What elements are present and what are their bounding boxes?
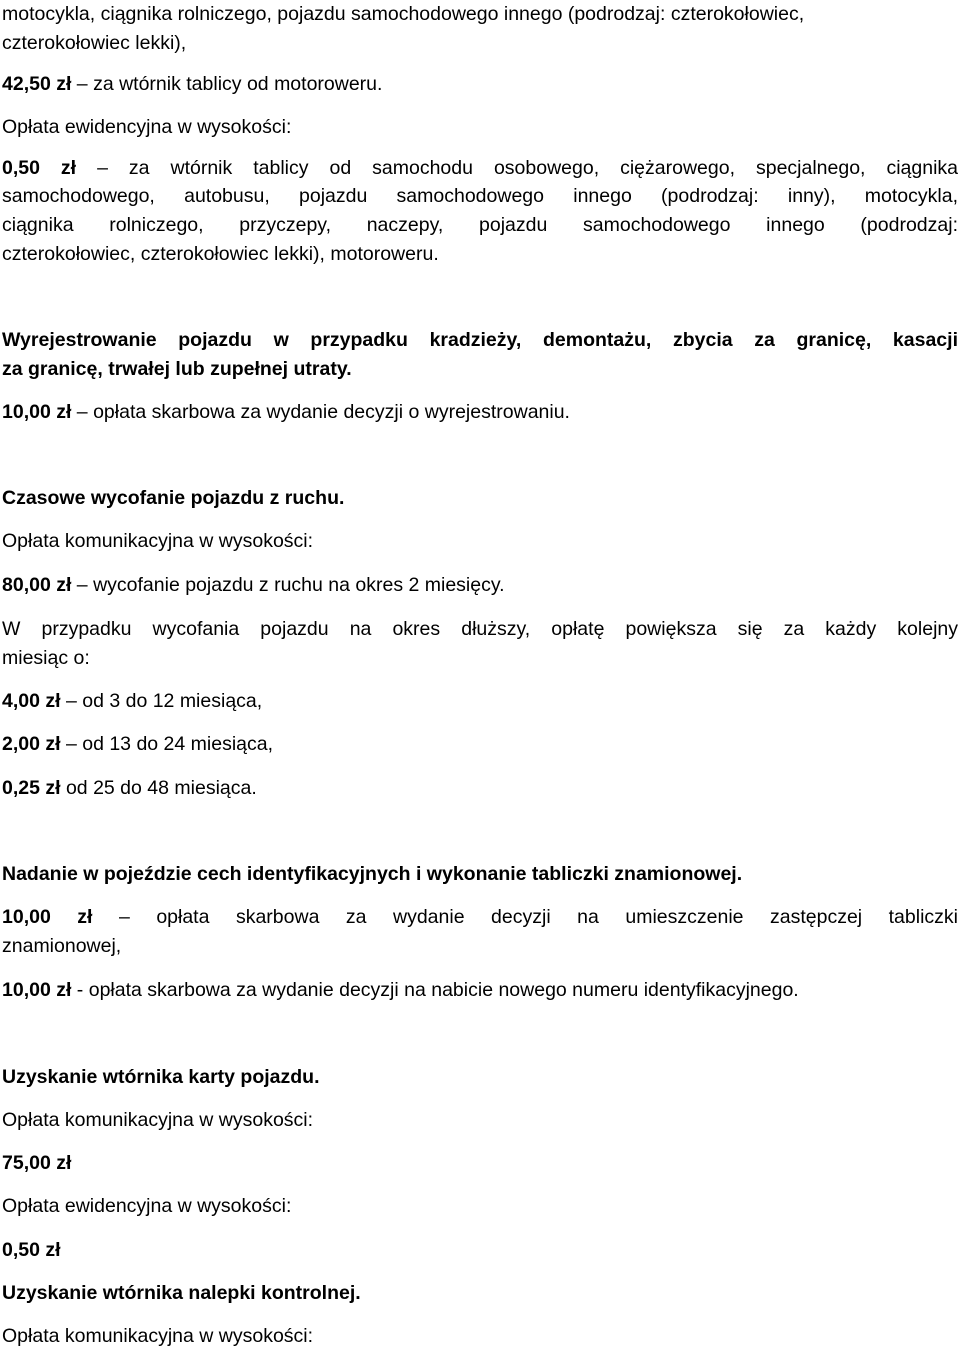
text: Opłata komunikacyjna w wysokości: <box>2 530 314 552</box>
fee-amount: 80,00 zł <box>2 574 72 596</box>
fee-amount <box>2 1238 958 1262</box>
section-heading <box>2 862 958 886</box>
fee-amount: 0,25 zł <box>2 777 61 799</box>
text: Uzyskanie wtórnika karty pojazdu. <box>2 1066 320 1088</box>
fee-description: - opłata skarbowa za wydanie decyzji na nabicie nowego numeru identyfikacyjnego. <box>71 979 799 1001</box>
paragraph-line <box>2 213 958 237</box>
text: Uzyskanie wtórnika nalepki kontrolnej. <box>2 1282 361 1304</box>
fee-description: od 25 do 48 miesiąca. <box>60 777 257 799</box>
section-heading <box>2 1065 958 1089</box>
section-heading <box>2 1281 958 1305</box>
fee-label <box>2 115 958 139</box>
fee-label <box>2 1194 958 1218</box>
paragraph-line <box>2 31 958 55</box>
text: znamionowej, <box>2 935 122 957</box>
text: Opłata ewidencyjna w wysokości: <box>2 116 292 138</box>
fee-amount <box>2 1151 958 1175</box>
fee-line <box>2 72 958 96</box>
fee-description: – opłata skarbowa za wydanie decyzji na umieszczenie zastępczej tabliczki <box>92 906 958 928</box>
rate-line <box>2 776 958 800</box>
text: czterokołowiec lekki), <box>2 32 187 54</box>
text: ciągnika rolniczego, przyczepy, naczepy, pojazdu samochodowego innego (podrodzaj: <box>2 214 958 236</box>
text: W przypadku wycofania pojazdu na okres dłuższy, opłatę powiększa się za każdy kolejny <box>2 618 958 640</box>
text: za granicę, trwałej lub zupełnej utraty. <box>2 358 352 380</box>
fee-description: – za wtórnik tablicy od motoroweru. <box>71 73 383 95</box>
fee-description: – wycofanie pojazdu z ruchu na okres 2 miesięcy. <box>71 574 505 596</box>
paragraph-line <box>2 617 958 641</box>
fee-line <box>2 978 958 1002</box>
text: Opłata komunikacyjna w wysokości: <box>2 1109 314 1131</box>
section-heading <box>2 357 958 381</box>
fee-amount: 10,00 zł <box>2 401 72 423</box>
text: Czasowe wycofanie pojazdu z ruchu. <box>2 487 345 509</box>
fee-description: – za wtórnik tablicy od samochodu osobowego, ciężarowego, specjalnego, ciągnika <box>76 157 958 179</box>
rate-line <box>2 689 958 713</box>
fee-amount: 4,00 zł <box>2 690 61 712</box>
fee-amount: 10,00 zł <box>2 906 93 928</box>
text: 75,00 zł <box>2 1152 72 1174</box>
fee-label <box>2 529 958 553</box>
fee-label <box>2 1324 958 1348</box>
text: Opłata komunikacyjna w wysokości: <box>2 1325 314 1347</box>
fee-amount: 42,50 zł <box>2 73 72 95</box>
text: Opłata ewidencyjna w wysokości: <box>2 1195 292 1217</box>
text: Nadanie w pojeździe cech identyfikacyjnych i wykonanie tabliczki znamionowej. <box>2 863 743 885</box>
fee-amount: 0,50 zł <box>2 157 77 179</box>
fee-line <box>2 156 958 180</box>
fee-line <box>2 905 958 929</box>
fee-amount: 2,00 zł <box>2 733 61 755</box>
fee-description: – od 13 do 24 miesiąca, <box>60 733 274 755</box>
fee-amount: 10,00 zł <box>2 979 72 1001</box>
paragraph-line <box>2 934 958 958</box>
paragraph-line <box>2 184 958 208</box>
fee-line <box>2 400 958 424</box>
fee-line <box>2 573 958 597</box>
fee-description: – od 3 do 12 miesiąca, <box>60 690 263 712</box>
section-heading <box>2 486 958 510</box>
text: miesiąc o: <box>2 647 90 669</box>
text: 0,50 zł <box>2 1239 61 1261</box>
section-heading <box>2 328 958 352</box>
rate-line <box>2 732 958 756</box>
paragraph-line <box>2 646 958 670</box>
paragraph-line <box>2 2 958 26</box>
text: Wyrejestrowanie pojazdu w przypadku kradzieży, demontażu, zbycia za granicę, kasacji <box>2 329 958 351</box>
fee-description: – opłata skarbowa za wydanie decyzji o wyrejestrowaniu. <box>71 401 570 423</box>
text: motocykla, ciągnika rolniczego, pojazdu samochodowego innego (podrodzaj: czterokołowiec, <box>2 3 805 25</box>
text: samochodowego, autobusu, pojazdu samochodowego innego (podrodzaj: inny), motocykla, <box>2 185 958 207</box>
fee-label <box>2 1108 958 1132</box>
text: czterokołowiec, czterokołowiec lekki), motoroweru. <box>2 243 439 265</box>
paragraph-line <box>2 242 958 266</box>
